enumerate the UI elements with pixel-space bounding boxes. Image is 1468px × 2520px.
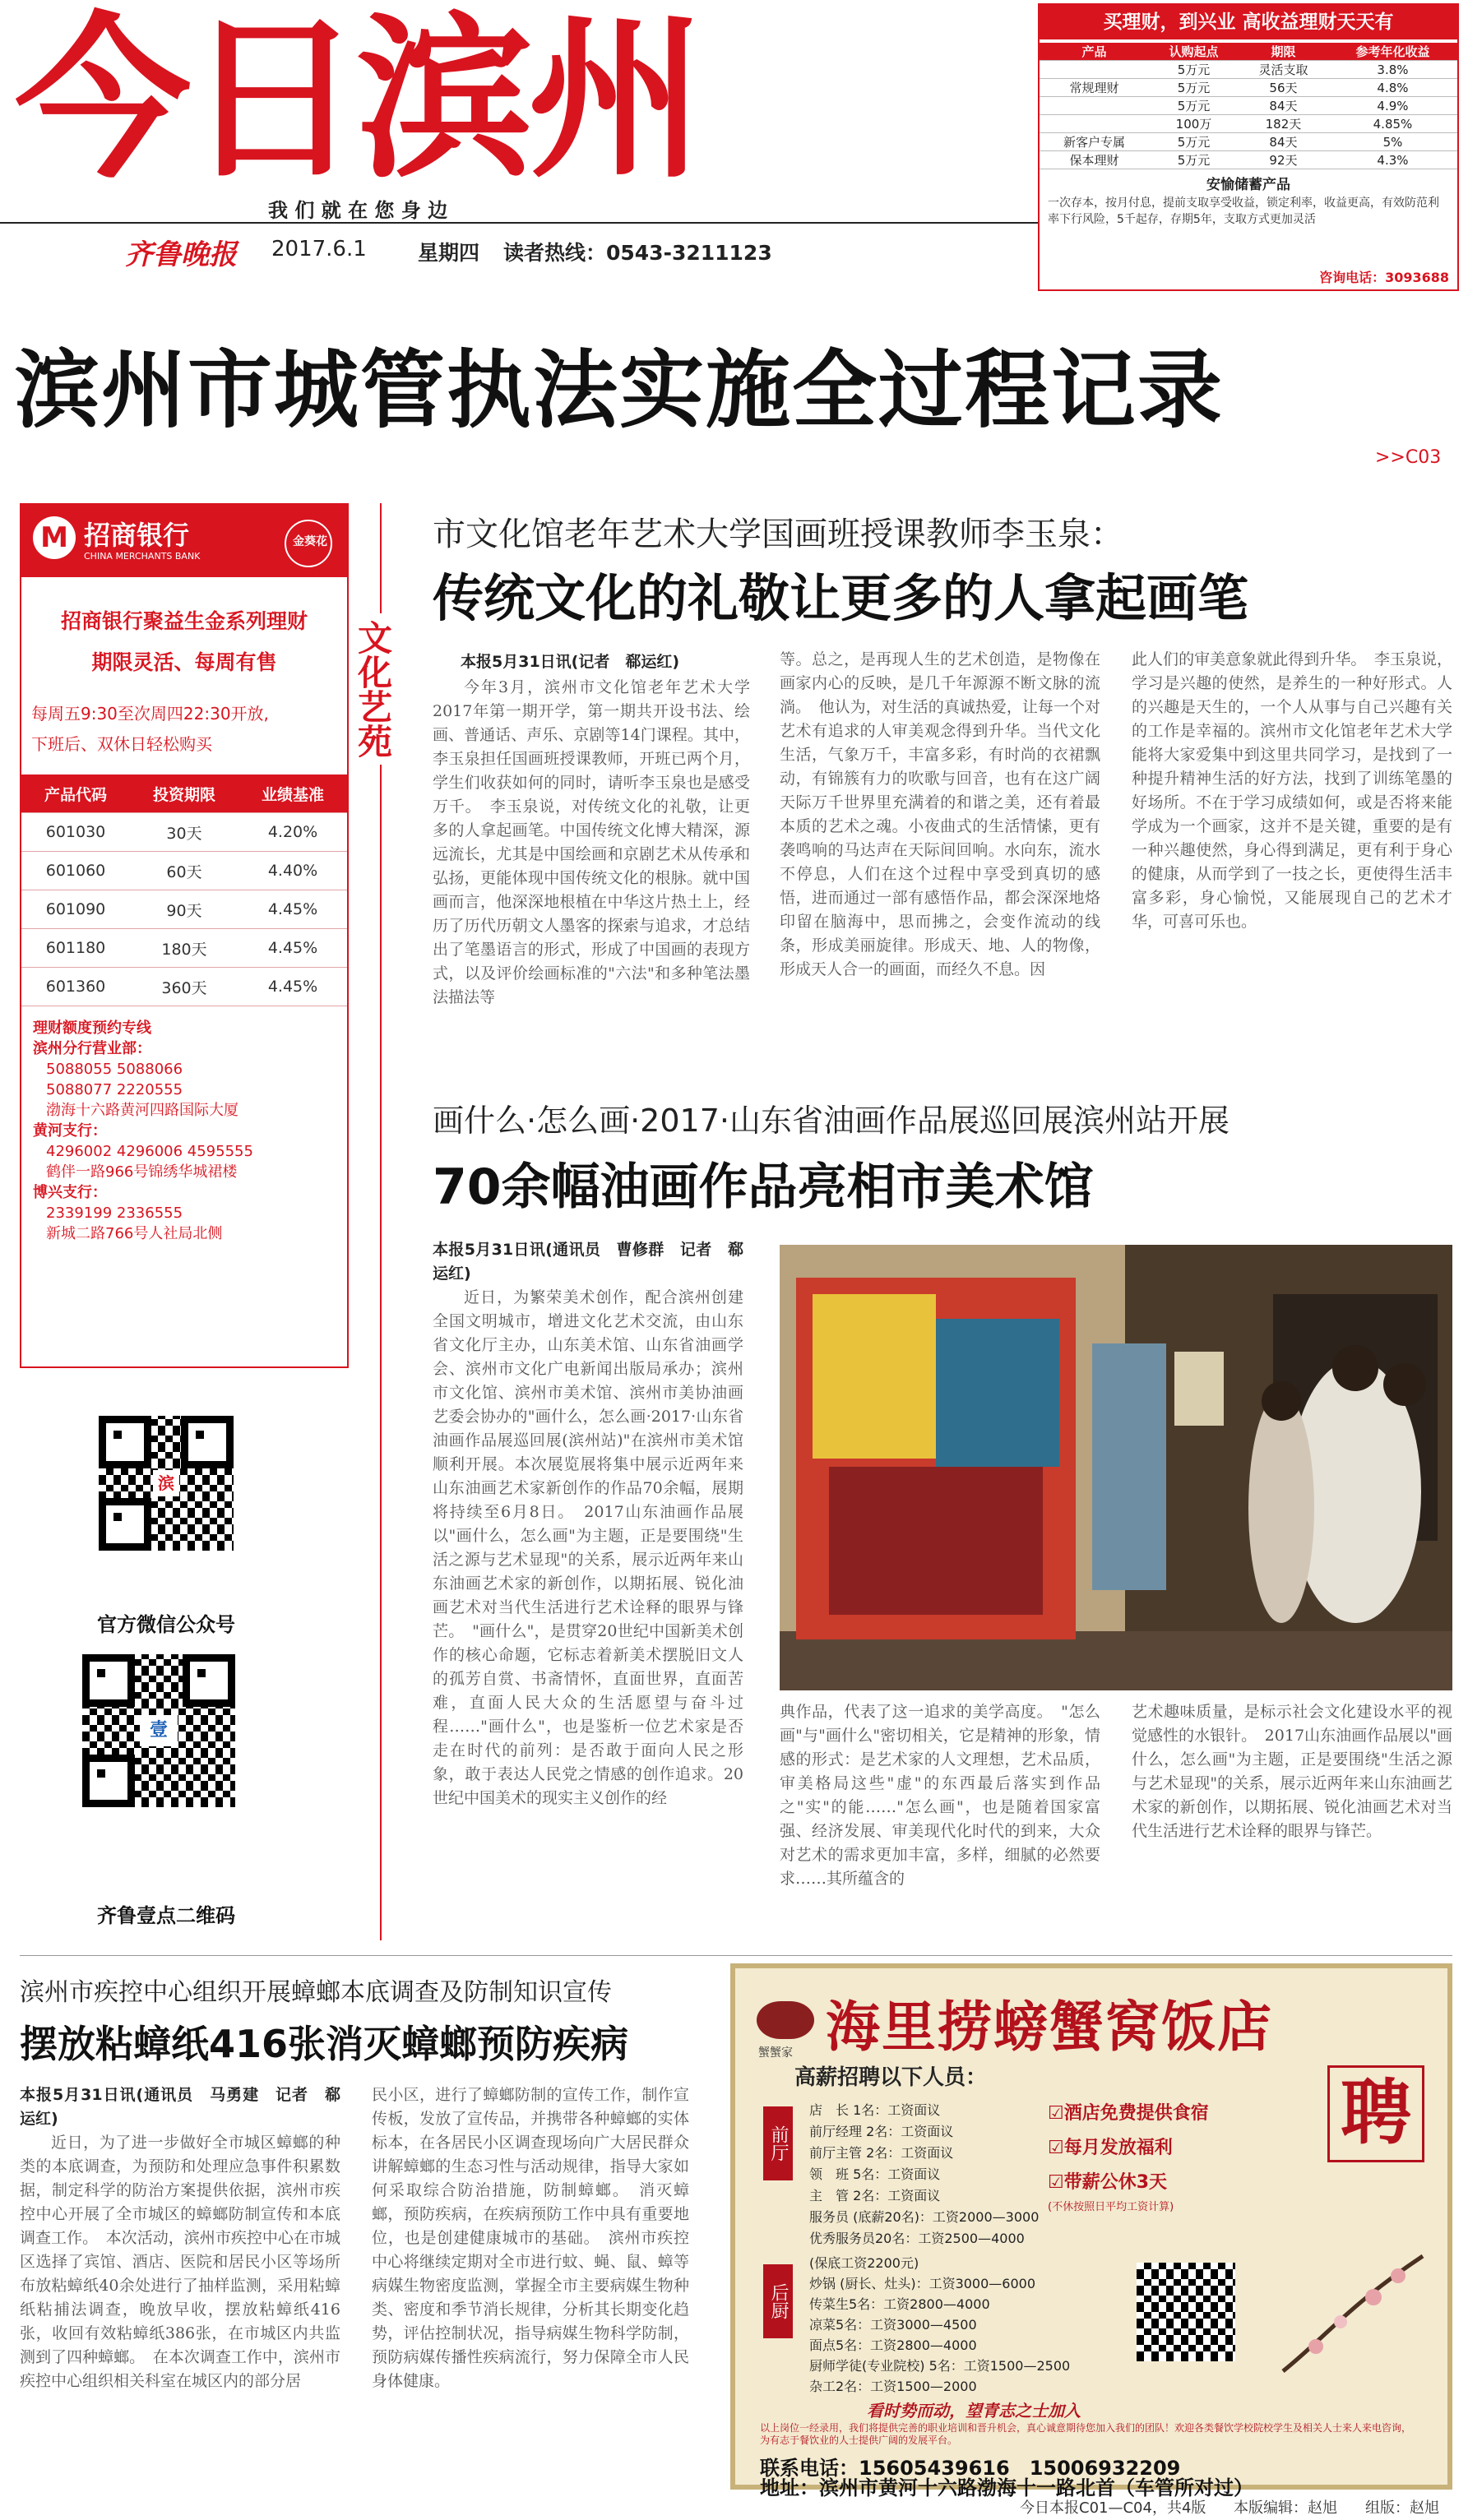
table-cell: 保本理财 (1040, 151, 1149, 169)
table-header: 期限 (1239, 43, 1328, 61)
restaurant-address: 地址：滨州市黄河十六路渤海十一路北首（车管所对过） (760, 2476, 1253, 2499)
qilu-qr-code: 壹 (82, 1654, 235, 1807)
cmb-bank-en: CHINA MERCHANTS BANK (84, 551, 201, 562)
bank-ad-desc: 一次存本，按月付息，提前支取享受收益，锁定利率，收益更高，有效防范利率下行风险，5千起存，存期5年，支取方式更加灵活 (1048, 197, 1439, 226)
phone-numbers: 15605439616 15006932209 (859, 2457, 1181, 2480)
paragraph: 民小区，进行了蟑螂防制的宣传工作，制作宣传板，发放了宣传品，并携带各种蟑螂的实体标本，在各居民小区调查现场向广大居民群众讲解蟑螂的生态习性与活动规律，指导大家如何采取综合防治措施，防制蟑螂。 消灭蟑螂，预防疾病，在疾病预防工作中具有重要地位，也是创建健康城市的基础。 滨州市疾控中心将继续定期对全市进行蚊、蝇、鼠、蟑等病媒生物密度监测，掌握全市主要病媒生物种类、密度和季节消长规律，分析其长期变化趋势，评估控制状况，指导病媒生物科学防制，预防病媒传播性疾病流行，努力保障全市人民身体健康。 (372, 2086, 689, 2390)
article1-col3 (1132, 648, 1452, 1026)
position-line: 服务员 (底薪20名)：工资2000—3000 (809, 2209, 1040, 2225)
cmb-contacts (21, 1018, 347, 1244)
article3-col1 (20, 2083, 340, 2495)
position-line: 前厅经理 2名：工资面议 (809, 2124, 954, 2139)
table-cell: 56天 (1239, 79, 1328, 97)
article3-headline: 摆放粘蟑纸416张消灭蟑螂预防疾病 (20, 2022, 629, 2066)
table-cell: 4.40% (238, 852, 347, 890)
table-cell: 601360 (21, 968, 130, 1006)
article3-kicker: 滨州市疾控中心组织开展蟑螂本底调查及防制知识宣传 (20, 1978, 612, 2007)
benefits (1048, 2097, 1209, 2215)
restaurant-logo: 蟹蟹家 (758, 2046, 793, 2060)
wechat-qr-code: 滨 (99, 1416, 234, 1551)
paragraph: 艺术趣味质量，是标示社会文化建设水平的视觉感性的水银针。 2017山东油画作品展以"画什么，怎么画"为主题，正是要围绕"生活之源与艺术显现"的关系，展示近两年来山东油画艺术家的新创作，以期拓展、锐化油画艺术对当代生活进行艺术诠释的眼界与锋芒。 (1132, 1703, 1452, 1840)
table-cell: 180天 (130, 929, 238, 968)
paragraph: 近日，为繁荣美术创作，配合滨州创建全国文明城市，增进文化艺术交流，由山东省文化厅主办，山东美术馆、山东省油画学会、滨州市文化广电新闻出版局承办；滨州市文化馆、滨州市美术馆、滨州市美协油画艺委会协办的"画什么，怎么画·2017·山东省油画作品展巡回展(滨州站)"在滨州市美术馆顺利开展。本次展览展将集中展示近两年来山东油画艺术家新创作的作品70余幅，展期将持续至6月8日。 2017山东油画作品展以"画什么，怎么画"为主题，正是要围绕"生活之源与艺术显现"的关系，展示近两年来山东油画艺术家的新创作，以期拓展、锐化油画艺术对当代生活进行艺术诠释的眼界与锋芒。 "画什么"，是贯穿20世纪中国新美术创作的核心命题，它标志着新美术摆脱旧文人的孤芳自赏、书斋情怀，直面世界，直面苦难，直面人民大众的生活愿望与奋斗过程……"画什么"，也是鉴析一位艺术家是否走在时代的前列：是否敢于面向人民之形象，敢于表达人民党之情感的创作追求。20世纪中国美术的现实主义创作的经 (433, 1288, 743, 1807)
table-cell: 灵活支取 (1239, 61, 1328, 79)
reader-hotline: 读者热线：0543-3211123 (503, 241, 772, 265)
article2-col2 (780, 1700, 1100, 1945)
position-line: 炒锅 (厨长、灶头)：工资3000—6000 (809, 2276, 1036, 2291)
table-header: 认购起点 (1149, 43, 1239, 61)
bank-rate-table (1040, 43, 1457, 169)
table-cell (1040, 61, 1149, 79)
main-headline: 滨州市城管执法实施全过程记录 (15, 341, 1224, 440)
benefit-item: ☑每月发放福利 (1048, 2138, 1173, 2158)
front-positions (809, 2100, 1039, 2250)
plum-blossom-decoration (1275, 2240, 1431, 2379)
table-cell: 30天 (130, 813, 238, 852)
restaurant-motto: 看时势而动，望青志之士加入 (867, 2401, 1081, 2421)
bank-ad-title: 买理财，到兴业 高收益理财天天有 (1040, 5, 1457, 39)
table-cell: 4.45% (238, 890, 347, 929)
table-cell: 84天 (1239, 133, 1328, 151)
table-cell: 4.45% (238, 929, 347, 968)
benefit-item: ☑酒店免费提供食宿 (1048, 2103, 1209, 2124)
bank-ad (1038, 3, 1459, 291)
restaurant-qr-code (1137, 2263, 1235, 2361)
table-cell: 601090 (21, 890, 130, 929)
qilu-qr-label: 齐鲁壹点二维码 (97, 1904, 235, 1927)
position-line: 优秀服务员20名：工资2500—4000 (809, 2231, 1025, 2246)
contact-line: 滨州分行营业部： (33, 1040, 151, 1057)
table-cell: 601060 (21, 852, 130, 890)
cmb-header (21, 505, 347, 577)
table-cell: 5% (1328, 133, 1457, 151)
contact-line: 理财额度预约专线 (33, 1020, 151, 1037)
contact-line: 新城二路766号人社局北侧 (46, 1225, 223, 1242)
table-cell: 182天 (1239, 115, 1328, 133)
position-line: 厨师学徒(专业院校) 5名：工资1500—2500 (809, 2358, 1071, 2374)
table-cell: 100万 (1149, 115, 1239, 133)
table-row (1040, 151, 1457, 169)
contact-line: 鹤伴一路966号锦绣华城裙楼 (46, 1163, 238, 1181)
table-row (21, 929, 347, 968)
table-cell: 4.85% (1328, 115, 1457, 133)
back-positions (809, 2253, 1070, 2397)
article2-col3 (1132, 1700, 1452, 1945)
article1-col1 (433, 676, 750, 1069)
main-headline-ref: >>C03 (1375, 447, 1442, 468)
table-cell: 5万元 (1149, 133, 1239, 151)
position-line: 店 长 1名：工资面议 (809, 2102, 941, 2118)
hiring-badge: 聘 (1327, 2065, 1424, 2162)
exhibition-photo-image (780, 1245, 1452, 1690)
paragraph: 等。总之，是再现人生的艺术创造，是物像在画家内心的反映，是几千年源源不断文脉的流淌。 他认为，对生活的真诚热爱，让每一个对艺术有追求的人审美观念得到升华。当代文化生活，气象万千，丰富多彩，有时尚的衣裙飘动，有锦簇有力的吹歌与回音，也有在这广阔天际万千世界里充满着的和谐之美，还有着最本质的艺术之魂。小夜曲式的生活情愫，更有袭鸣响的马达声在天际间回响。水向东，流水不停息，人们在这个过程中享受到真切的感悟，进而通过一部有感悟作品，都会深深地烙印留在脑海中，思而拂之，会变作流动的线条，形成美丽旋律。形成天、地、人的物像，形成天人合一的画面，而经久不息。因 (780, 650, 1100, 978)
article2-headline: 70余幅油画作品亮相市美术馆 (433, 1158, 1094, 1216)
table-cell: 84天 (1239, 97, 1328, 115)
table-row (1040, 97, 1457, 115)
bank-ad-contact: 咨询电话：3093688 (1319, 270, 1449, 285)
position-line: 面点5名：工资2800—4000 (809, 2337, 977, 2353)
contact-line: 4296002 4296006 4595555 (46, 1143, 253, 1160)
table-cell: 新客户专属 (1040, 133, 1149, 151)
contact-line: 5088055 5088066 (46, 1061, 183, 1078)
position-line: 凉菜5名：工资3000—4500 (809, 2317, 977, 2333)
exhibition-photo (780, 1245, 1452, 1690)
restaurant-logo-icon (757, 2001, 814, 2039)
table-row (1040, 61, 1457, 79)
recruit-title: 高薪招聘以下人员： (794, 2065, 988, 2090)
table-cell: 常规理财 (1040, 79, 1149, 97)
cmb-table-header (21, 774, 347, 813)
table-row (21, 968, 347, 1006)
benefit-note: (不休按照日平均工资计算) (1048, 2201, 1174, 2213)
paragraph: 今年3月，滨州市文化馆老年艺术大学2017年第一期开学，第一期共开设书法、绘画、普通话、声乐、京剧等14门课程。其中，李玉泉担任国画班授课教师，开班已两个月，学生们收获如何的同时，请听李玉泉也是感受万千。 李玉泉说，对传统文化的礼敬，让更多的人拿起画笔。中国传统文化博大精深，源远流长，尤其是中国绘画和京剧艺术从传承和弘扬，更能体现中国传统文化的根脉。就中国画而言，他深深地根植在中华这片热土上，经历了历代历朝文人墨客的探索与追求，才总结出了笔墨语言的形式，形成了中国画的表现方式，以及评价绘画标准的"六法"和多种笔法墨法描法等 (433, 678, 750, 1006)
article2-kicker: 画什么·怎么画·2017·山东省油画作品展巡回展滨州站开展 (433, 1103, 1230, 1139)
masthead-slogan: 我 们 就 在 您 身 边 (268, 199, 448, 222)
cmb-title: 招商银行聚益生金系列理财 (60, 609, 308, 633)
restaurant-ad (730, 1963, 1452, 2499)
contact-line: 黄河支行： (33, 1122, 107, 1140)
position-line: 前厅主管 2名：工资面议 (809, 2145, 954, 2161)
issue-weekday: 星期四 (418, 241, 480, 265)
table-header: 参考年化收益 (1328, 43, 1457, 61)
article2-byline: 本报5月31日讯(通讯员 曹修群 记者 郗运红) (433, 1241, 743, 1283)
table-cell: 601180 (21, 929, 130, 968)
section-label: 文化艺苑 (357, 613, 398, 765)
contact-line: 5088077 2220555 (46, 1081, 183, 1098)
contact-line: 2339199 2336555 (46, 1205, 183, 1222)
article3-col2 (372, 2083, 689, 2495)
bank-table-header (1040, 43, 1457, 61)
article3-byline: 本报5月31日讯(通讯员 马勇建 记者 郗运红) (20, 2086, 340, 2128)
table-header: 产品代码 (21, 774, 130, 813)
position-line: 传菜生5名：工资2800—4000 (809, 2296, 990, 2312)
table-header: 业绩基准 (238, 774, 347, 813)
cmb-open-hours: 每周五9:30至次周四22:30开放, (31, 704, 269, 724)
table-header: 产品 (1040, 43, 1149, 61)
table-row (1040, 115, 1457, 133)
table-cell: 4.3% (1328, 151, 1457, 169)
cmb-product-table (21, 774, 347, 1006)
footer-page-info: 今日本报C01—C04，共4版 (1020, 2499, 1206, 2517)
wechat-qr-label: 官方微信公众号 (97, 1613, 235, 1636)
position-line: (保底工资2200元) (809, 2255, 919, 2271)
table-cell: 3.8% (1328, 61, 1457, 79)
cmb-bank-name: 招商银行 (84, 520, 190, 551)
table-cell: 4.9% (1328, 97, 1457, 115)
cmb-open-hours-2: 下班后、双休日轻松购买 (31, 734, 212, 754)
table-row (1040, 79, 1457, 97)
position-line: 主 管 2名：工资面议 (809, 2188, 941, 2203)
article1-kicker: 市文化馆老年艺术大学国画班授课教师李玉泉： (433, 516, 1123, 553)
benefit-item: ☑带薪公休3天 (1048, 2172, 1168, 2193)
phone-label: 联系电话： (760, 2457, 859, 2480)
table-cell: 60天 (130, 852, 238, 890)
masthead-title: 今日滨州 (15, 0, 699, 202)
contact-line: 渤海十六路黄河四路国际大厦 (46, 1102, 238, 1119)
paragraph: 近日，为了进一步做好全市城区蟑螂的种类的本底调查，为预防和处理应急事件积累数据，制定科学的防治方案提供依据，滨州市疾控中心开展了全市城区的蟑螂防制宣传和本底调查工作。 本次活动，滨州市疾控中心在市城区选择了宾馆、酒店、医院和居民小区等场所布放粘蟑纸40余处进行了抽样监测，采用粘蟑纸粘捕法调查，晚放早收，摆放粘蟑纸416张，收回有效粘蟑纸386张，在市城区内共监测到了四种蟑螂。 在本次调查工作中，滨州市疾控中心组织相关科室在城区内的部分居 (20, 2134, 340, 2390)
restaurant-note: 以上岗位一经录用，我们将提供完善的职业培训和晋升机会，真心诚意期待您加入我们的团队！欢迎各类餐饮学校院校学生及相关人士来人来电咨询，为有志于餐饮业的人士提供广阔的发展平台。 (760, 2422, 1412, 2446)
table-row (21, 813, 347, 852)
position-line: 杂工2名：工资1500—2000 (809, 2379, 977, 2394)
footer-layout: 组版：赵旭 (1365, 2499, 1439, 2517)
table-cell: 5万元 (1149, 79, 1239, 97)
table-cell: 4.8% (1328, 79, 1457, 97)
paragraph: 此人们的审美意象就此得到升华。 李玉泉说，学习是兴趣的使然，是养生的一种好形式。人的兴趣是天生的，一个人从事与自己兴趣有关的工作是幸福的。滨州市文化馆老年艺术大学能将大家爱集中到这里共同学习，是找到了一种提升精神生活的好方法，找到了训练笔墨的好场所。不在于学习成绩如何，或是否将来能学成为一个画家，这并不是关键，重要的是有一种兴趣使然，身心得到满足，更有利于身心的健康，从而学到了一技之长，更使得生活丰富多彩，身心愉悦，又能展现自己的艺术才华，可喜可乐也。 (1132, 650, 1452, 931)
table-cell: 5万元 (1149, 97, 1239, 115)
footer-editor: 本版编辑：赵旭 (1234, 2499, 1337, 2517)
newspaper-name: 齐鲁晚报 (125, 238, 237, 271)
restaurant-name: 海里捞螃蟹窝饭店 (826, 1995, 1273, 2059)
position-line: 领 班 5名：工资面议 (809, 2166, 941, 2182)
table-cell: 360天 (130, 968, 238, 1006)
table-cell (1040, 97, 1149, 115)
issue-date: 2017.6.1 (271, 237, 367, 261)
table-cell: 4.20% (238, 813, 347, 852)
table-row (21, 852, 347, 890)
cmb-bank-ad (20, 503, 349, 1368)
table-cell: 92天 (1239, 151, 1328, 169)
cmb-sub-brand: 金葵花 (293, 535, 327, 548)
table-row (21, 890, 347, 929)
plum-blossom-image (1275, 2240, 1431, 2379)
cmb-subtitle: 期限灵活、每周有售 (91, 650, 277, 674)
article1-byline: 本报5月31日讯(记者 郗运红) (461, 653, 680, 671)
contact-line: 博兴支行： (33, 1184, 107, 1201)
section-divider (20, 1955, 1452, 1956)
cmb-logo-icon: M (33, 516, 76, 559)
masthead-divider (0, 222, 1061, 224)
back-label: 后厨 (763, 2264, 793, 2338)
table-cell: 5万元 (1149, 61, 1239, 79)
table-cell: 90天 (130, 890, 238, 929)
paragraph: 典作品，代表了这一追求的美学高度。 "怎么画"与"画什么"密切相关，它是精神的形象，情感的形式：是艺术家的人文理想，艺术品质，审美格局这些"虚"的东西最后落实到作品之"实"的能……"怎么画"，也是随着国家富强、经济发展、审美现代化时代的到来，大众对艺术的需求更加丰富，多样，细腻的必然要求……其所蕴含的 (780, 1703, 1100, 1888)
front-label: 前厅 (763, 2106, 793, 2180)
table-cell: 4.45% (238, 968, 347, 1006)
table-row (1040, 133, 1457, 151)
bank-ad-slogan: 安愉储蓄产品 (1206, 177, 1290, 193)
table-header: 投资期限 (130, 774, 238, 813)
table-cell: 601030 (21, 813, 130, 852)
article1-headline: 传统文化的礼敬让更多的人拿起画笔 (433, 568, 1249, 628)
table-cell: 5万元 (1149, 151, 1239, 169)
article1-col2 (780, 648, 1100, 1069)
table-cell (1040, 115, 1149, 133)
